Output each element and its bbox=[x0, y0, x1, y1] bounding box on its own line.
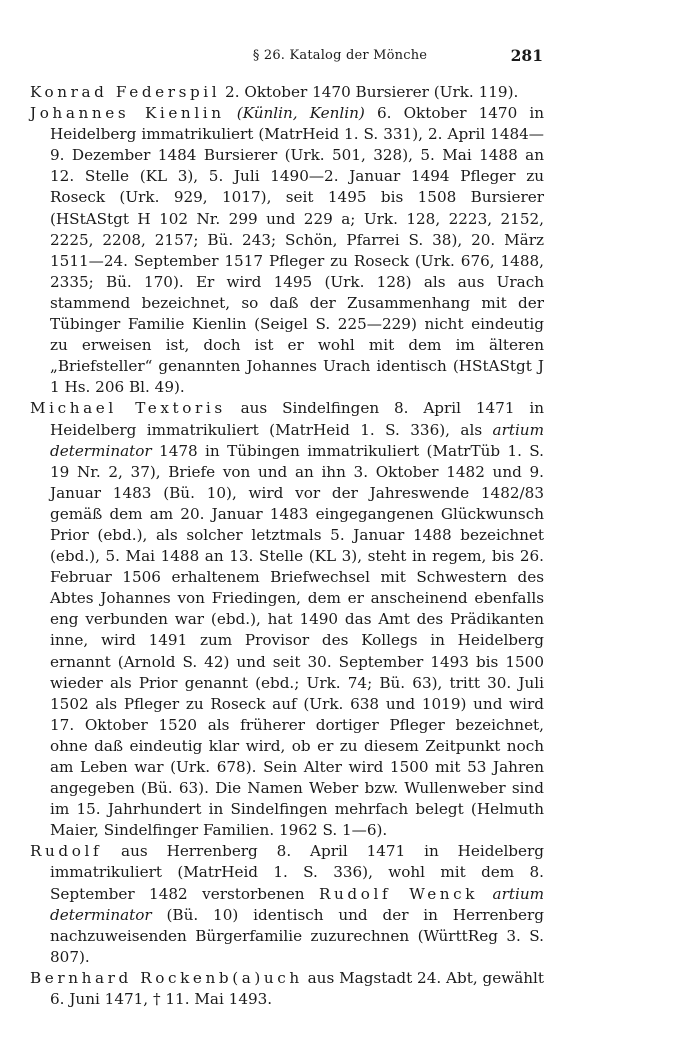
latin-title: artium determinator bbox=[50, 420, 544, 460]
entry-text: aus Herrenberg 8. April 1471 in Heidelberg immatrikuliert (MatrHeid 1. S. 336), wohl mit dem 8. September 1482 verstorbenen bbox=[50, 842, 544, 903]
entry-text bbox=[478, 885, 492, 903]
catalog-entry bbox=[30, 968, 544, 1010]
entry-text: 2. Oktober 1470 Bursierer (Urk. 119). bbox=[220, 83, 519, 101]
spaced-person-name: Rudolf Wenck bbox=[319, 884, 479, 903]
catalog-entry bbox=[30, 82, 544, 103]
catalog-entries bbox=[30, 82, 544, 1010]
catalog-entry bbox=[30, 398, 544, 841]
monk-name: Bernhard Rockenb(a)uch bbox=[30, 968, 303, 987]
monk-name: Johannes Kienlin bbox=[30, 104, 225, 123]
name-variants: (Künlin, Kenlin) bbox=[236, 104, 365, 123]
entry-text: aus Sindelfingen 8. April 1471 in Heidelberg immatrikuliert (MatrHeid 1. S. 336), als bbox=[50, 399, 545, 439]
catalog-entry bbox=[30, 841, 544, 968]
running-head bbox=[0, 48, 700, 74]
latin-title: artium determinator bbox=[50, 884, 545, 924]
entry-text: 1478 in Tübingen immatrikuliert (MatrTüb 1. S. 19 Nr. 2, 37), Briefe von und an ihn 3. Oktober 1482 und 9. Januar 1483 (Bü. 10), wird vor der Jahreswende 1482/83 gemäß dem am 20. Januar 1483 eingegangenen Glückwunsch Prior (ebd.), als solcher letztmals 5. Januar 1488 bezeichnet (ebd.), 5. Mai 1488 an 13. Stelle (KL 3), steht in regem, bis 26. Februar 1506 erhaltenem Briefwechsel mit Schwestern des Abtes Johannes von Friedingen, dem er anscheinend ebenfalls eng verbunden war (ebd.), hat 1490 das Amt des Prädikanten inne, wird 1491 zum Provisor des Kollegs in Heidelberg ernannt (Arnold S. 42) und seit 30. September 1493 bis 1500 wieder als Prior genannt (ebd.; Urk. 74; Bü. 63), tritt 30. Juli 1502 als Pfleger zu Roseck auf (Urk. 638 und 1019) und wird 17. Oktober 1520 als früherer dortiger Pfleger bezeichnet, ohne daß eindeutig klar wird, ob er zu diesem Zeitpunkt noch am Leben war (Urk. 678). Sein Alter wird 1500 mit 53 Jahren angegeben (Bü. 63). Die Namen Weber bzw. Wullenweber sind im 15. Jahrhundert in Sindelfingen mehrfach belegt (Helmuth Maier, Sindelfinger Familien. 1962 S. 1—6). bbox=[50, 441, 544, 840]
monk-name: Rudolf bbox=[30, 842, 103, 861]
monk-name: Michael Textoris bbox=[30, 399, 226, 418]
monk-name: Konrad Federspil bbox=[30, 83, 221, 101]
entry-text: 6. Oktober 1470 in Heidelberg immatrikuliert (MatrHeid 1. S. 331), 2. April 1484—9. Dezember 1484 Bursierer (Urk. 501, 328), 5. Mai 1488 an 12. Stelle (KL 3), 5. Juli 1490—2. Januar 1494 Pfleger zu Roseck (Urk. 929, 1017), seit 1495 bis 1508 Bursierer (HStAStgt H 102 Nr. 299 und 229 a; Urk. 128, 2223, 2152, 2225, 2208, 2157; Bü. 243; Schön, Pfarrei S. 38), 20. März 1511—24. September 1517 Pfleger zu Roseck (Urk. 676, 1488, 2335; Bü. 170). Er wird 1495 (Urk. 128) als aus Urach stammend bezeichnet, so daß der Zusammenhang mit der Tübinger Familie Kienlin (Seigel S. 225—229) nicht eindeutig zu erweisen ist, doch ist er wohl mit dem im älteren „Briefsteller“ genannten Johannes Urach identisch (HStAStgt J 1 Hs. 206 Bl. 49). bbox=[50, 104, 545, 397]
page-number: 281 bbox=[510, 46, 543, 65]
entry-text: (Bü. 10) identisch und der in Herrenberg nachzuweisenden Bürgerfamilie zuzurechnen (WürttReg 3. S. 807). bbox=[50, 905, 544, 966]
entry-text: aus Magstadt 24. Abt, gewählt 6. Juni 1471, † 11. Mai 1493. bbox=[50, 968, 544, 1009]
entry-text bbox=[225, 104, 237, 122]
catalog-entry bbox=[30, 103, 544, 398]
running-head-title: § 26. Katalog der Mönche bbox=[252, 48, 428, 63]
